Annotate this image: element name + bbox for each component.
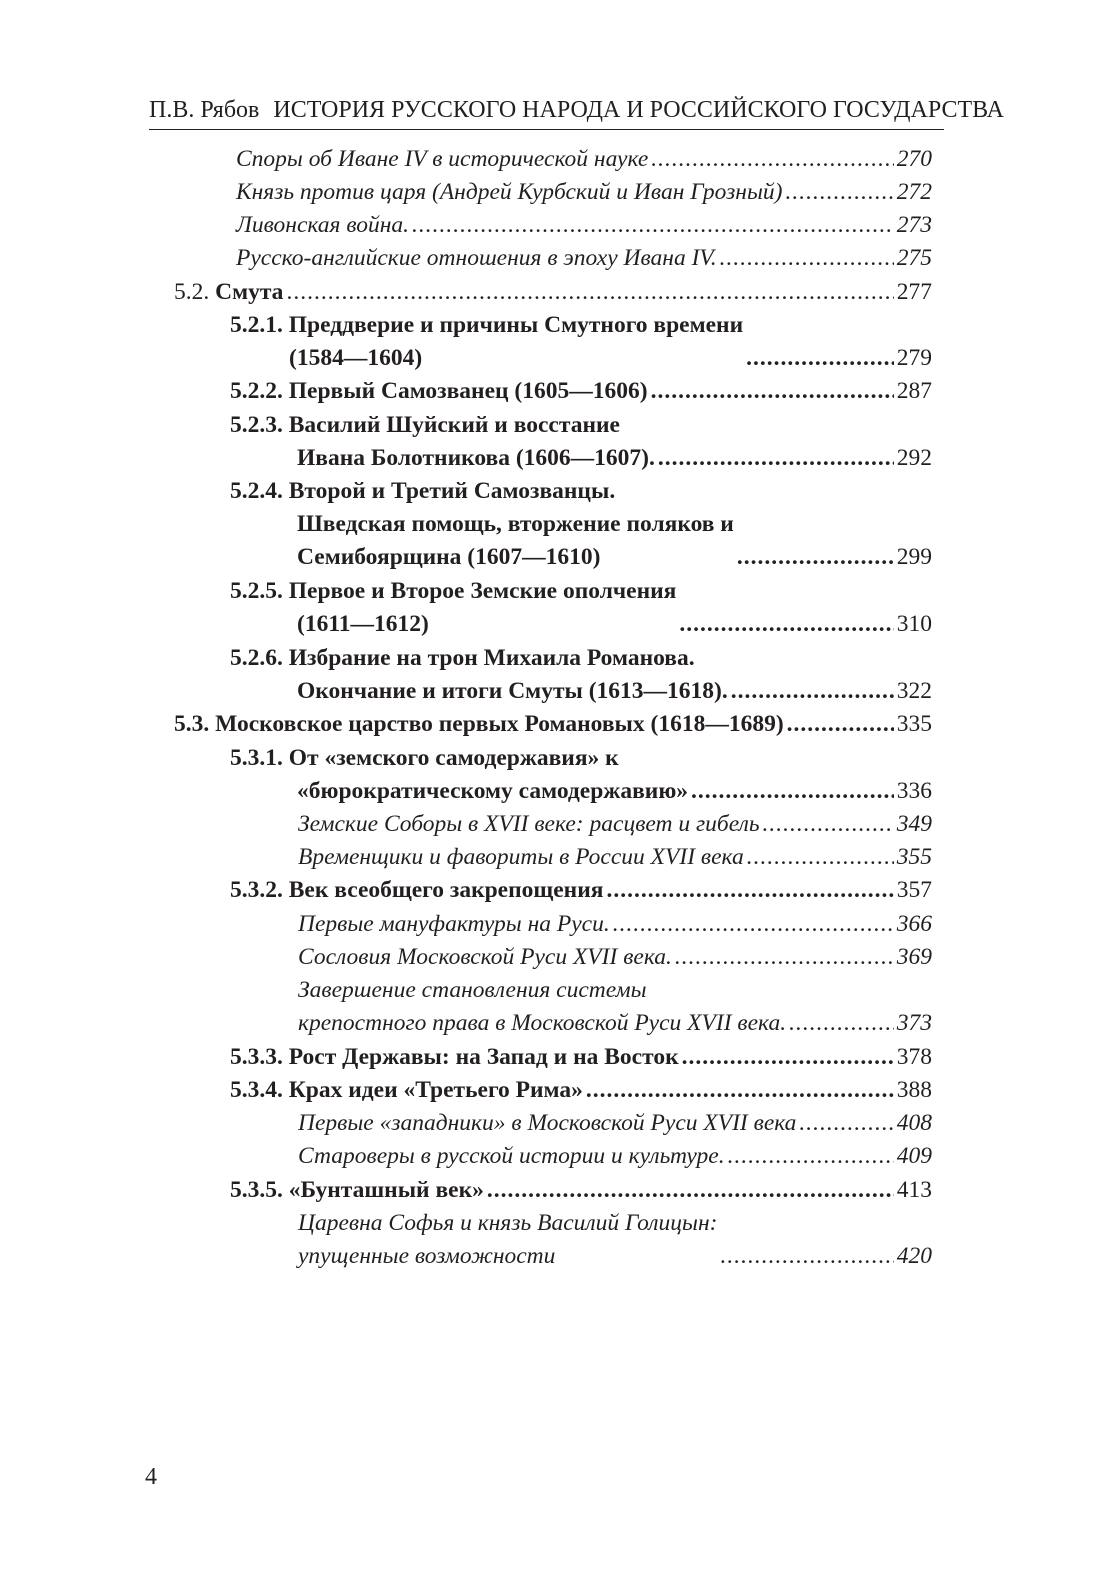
toc-entry-title-line: 5.2.4. Второй и Третий Самозванцы. [230, 478, 616, 504]
toc-entry-title: Князь против царя (Андрей Курбский и Иван Грозный) [236, 179, 783, 205]
toc-entry-page: 357 [896, 877, 932, 903]
toc-entry-title-line: Царевна Софья и князь Василий Голицын: [298, 1210, 718, 1236]
toc-entry [230, 375, 932, 408]
toc-entry-title: 5.2.2. Первый Самозванец (1605—1606) [230, 378, 648, 404]
toc-entry-page: 409 [896, 1143, 932, 1169]
toc-leader-dots [682, 1041, 894, 1074]
toc-entry [236, 143, 932, 176]
toc-entry-page: 279 [896, 345, 932, 371]
toc-entry [236, 209, 932, 242]
toc-entry-page: 287 [896, 378, 932, 404]
toc-entry-title-line: Ивана Болотникова (1606—1607). [297, 445, 655, 471]
toc-entry-page: 322 [896, 678, 932, 704]
toc-entry [236, 242, 932, 275]
toc-entry-page: 355 [896, 844, 932, 870]
toc-entry [236, 176, 932, 209]
toc-entry [230, 575, 932, 641]
toc-entry-title: 5.3.4. Крах идеи «Третьего Рима» [230, 1077, 583, 1103]
toc-leader-dots [651, 375, 894, 408]
toc-section-entry [174, 276, 932, 309]
toc-entry [230, 642, 932, 708]
toc-entry [230, 1041, 932, 1074]
toc-entry-title [298, 974, 786, 1040]
toc-entry-title: 5.3.5. «Бунташный век» [230, 1177, 484, 1203]
toc-entry [298, 841, 932, 874]
toc-entry-page: 277 [896, 279, 932, 305]
toc-entry-title-line: крепостного права в Московской Руси XVII века. [298, 1010, 787, 1036]
toc-entry [230, 309, 932, 375]
toc-entry [230, 742, 932, 808]
toc-entry [230, 1174, 932, 1207]
toc-entry-title-line: 5.2.3. Василий Шуйский и восстание [230, 412, 620, 438]
header-rule [149, 129, 944, 130]
toc-leader-dots [679, 608, 893, 641]
toc-entry-title-line: упущенные возможности [298, 1243, 556, 1269]
toc-leader-dots [286, 276, 893, 309]
toc-entry-title [174, 276, 283, 309]
toc-entry-title: Первые «западники» в Московской Руси XVII века [298, 1110, 797, 1136]
toc-entry-page: 413 [896, 1177, 932, 1203]
toc-leader-dots [789, 1007, 894, 1040]
toc-entry-title: 5.3. Московское царство первых Романовых (1618—1689) [174, 711, 784, 737]
running-header [149, 95, 1004, 125]
toc-entry-page: 310 [896, 611, 932, 637]
toc-entry-page: 270 [896, 146, 932, 172]
toc-leader-dots [586, 1074, 894, 1107]
toc-entry-page: 420 [896, 1243, 932, 1269]
toc-entry-title: Временщики и фавориты в России XVII века [298, 844, 744, 870]
toc-leader-dots [737, 541, 894, 574]
toc-entry-title [230, 742, 688, 808]
toc-entry [298, 1140, 932, 1173]
toc-leader-dots [728, 1140, 894, 1173]
toc-entry-title: Русско-английские отношения в эпоху Ивана IV. [236, 245, 717, 271]
toc-entry-page: 335 [896, 711, 932, 737]
toc-entry-title: Ливонская война. [236, 212, 410, 238]
toc-leader-dots [675, 941, 894, 974]
toc-entry-page: 366 [896, 911, 932, 937]
toc-entry-title: Земские Соборы в XVII веке: расцвет и гибель [298, 811, 760, 837]
toc-entry-title: Сословия Московской Руси XVII века. [298, 944, 672, 970]
toc-section-title: Смута [215, 279, 284, 305]
toc-entry-title: 5.3.2. Век всеобщего закрепощения [230, 877, 604, 903]
toc-entry-title-line: 5.3.1. От «земского самодержавия» к [230, 745, 619, 771]
toc-entry-page: 336 [896, 778, 932, 804]
toc-section-number: 5.2. [174, 279, 210, 305]
toc-leader-dots [785, 176, 893, 209]
toc-leader-dots [613, 908, 894, 941]
toc-entry [298, 974, 932, 1040]
toc-entry-page: 273 [896, 212, 932, 238]
toc-entry-title: Споры об Иване IV в исторической науке [236, 146, 649, 172]
toc-leader-dots [799, 1107, 893, 1140]
toc-entry [230, 1074, 932, 1107]
toc-entry-page: 292 [896, 445, 932, 471]
toc-entry-page: 349 [896, 811, 932, 837]
toc-entry-title-line: Завершение становления системы [298, 977, 647, 1003]
toc-entry-page: 272 [896, 179, 932, 205]
toc-entry-page: 369 [896, 944, 932, 970]
toc-entry-title: Первые мануфактуры на Руси. [298, 911, 610, 937]
toc-entry-title-line: (1584—1604) [289, 345, 423, 371]
header-author: П.В. Рябов [149, 97, 260, 123]
header-book-title: ИСТОРИЯ РУССКОГО НАРОДА И РОССИЙСКОГО ГОСУДАРСТВА [273, 97, 1004, 123]
toc-entry-page: 275 [896, 245, 932, 271]
toc-leader-dots [487, 1174, 894, 1207]
page-number: 4 [145, 1464, 157, 1490]
toc-entry-title-line: (1611—1612) [297, 611, 429, 637]
toc-leader-dots [606, 874, 893, 907]
toc-entry-title [230, 409, 655, 475]
toc-entry-page: 378 [896, 1044, 932, 1070]
toc-leader-dots [720, 1240, 893, 1273]
toc-entry [298, 1207, 932, 1273]
toc-entry-page: 408 [896, 1110, 932, 1136]
toc-entry-title-line: 5.2.5. Первое и Второе Земские ополчения [230, 578, 677, 604]
toc-leader-dots [651, 143, 893, 176]
toc-leader-dots [720, 242, 894, 275]
toc-leader-dots [691, 775, 894, 808]
toc-section-entry [174, 708, 932, 741]
toc-entry [298, 1107, 932, 1140]
toc-entry-page: 299 [896, 544, 932, 570]
toc-entry-title-line: Окончание и итоги Смуты (1613—1618). [297, 678, 728, 704]
toc-entry-page: 373 [896, 1010, 932, 1036]
toc-leader-dots [658, 442, 894, 475]
toc-entry [230, 409, 932, 475]
toc-entry-title [298, 1207, 717, 1273]
toc-entry-title: Староверы в русской истории и культуре. [298, 1143, 725, 1169]
toc-entry [230, 475, 932, 574]
toc-leader-dots [746, 342, 894, 375]
toc-entry [298, 808, 932, 841]
toc-entry [298, 908, 932, 941]
toc-entry-title [230, 642, 728, 708]
toc-entry-title-line: Семибоярщина (1607—1610) [297, 544, 601, 570]
toc-leader-dots [763, 808, 894, 841]
toc-entry-title [230, 309, 743, 375]
toc-entry-title-line: «бюрократическому самодержавию» [297, 778, 689, 804]
toc-entry-title [230, 475, 734, 574]
toc-entry-page: 388 [896, 1077, 932, 1103]
toc-leader-dots [787, 708, 894, 741]
toc-entry-title: 5.3.3. Рост Державы: на Запад и на Восток [230, 1044, 679, 1070]
toc-entry-title [230, 575, 676, 641]
toc-leader-dots [731, 675, 894, 708]
toc-leader-dots [412, 209, 894, 242]
toc-entry [298, 941, 932, 974]
toc-entry [230, 874, 932, 907]
toc-entry-title-line: 5.2.1. Преддверие и причины Смутного времени [230, 312, 744, 338]
toc-entry-title-line: 5.2.6. Избрание на трон Михаила Романова. [230, 645, 695, 671]
toc-leader-dots [747, 841, 894, 874]
toc-entry-title-line: Шведская помощь, вторжение поляков и [297, 511, 734, 537]
